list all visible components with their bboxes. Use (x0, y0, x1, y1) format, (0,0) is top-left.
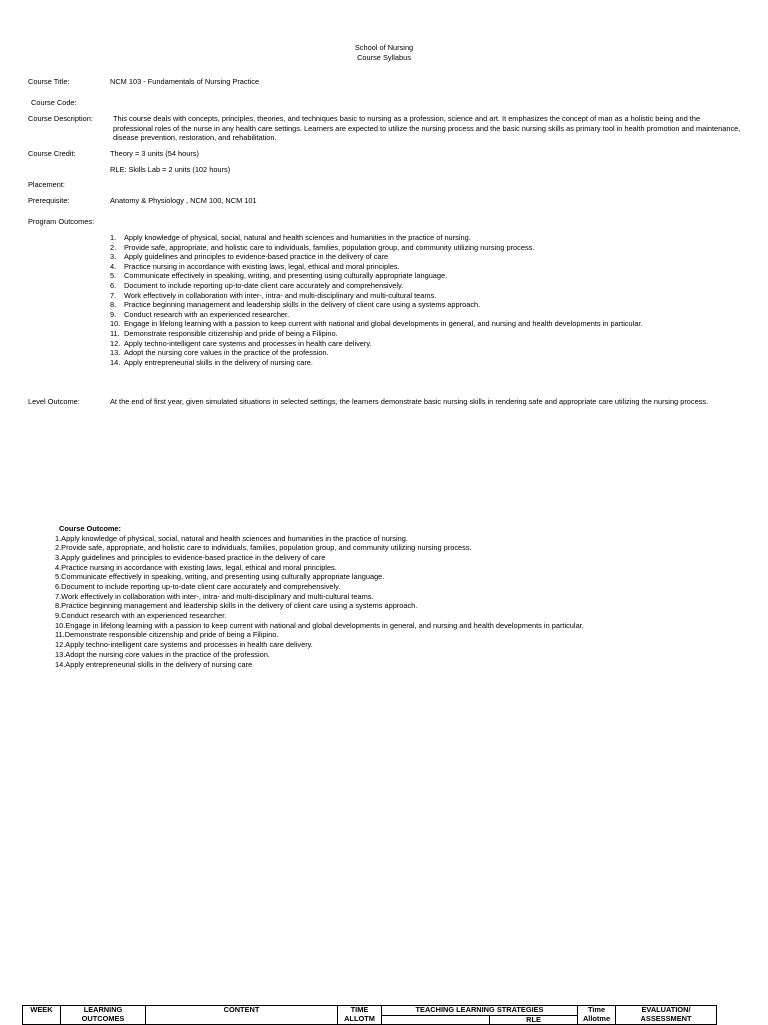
col-header-rle: RLE (490, 1015, 578, 1025)
list-item: 8.Practice beginning management and leadership skills in the delivery of client care using a systems approach. (55, 601, 418, 611)
list-item: 14.Apply entrepreneurial skills in the delivery of nursing care (55, 659, 253, 669)
col-header-time-allotment: TIME ALLOTM (338, 1006, 382, 1025)
course-description-label: Course Description: (28, 114, 93, 123)
col-header-content: CONTENT (146, 1006, 338, 1025)
col-header-week: WEEK (23, 1006, 61, 1025)
course-plan-table (22, 1005, 717, 1025)
course-credit-theory: Theory = 3 units (54 hours) (110, 149, 199, 158)
level-outcome-label: Level Outcome: (28, 397, 80, 406)
list-item: 5.Communicate effectively in speaking, writing, and presenting using culturally appropriate language. (55, 572, 385, 582)
school-name: School of Nursing (354, 43, 414, 52)
list-item: 10. Engage in lifelong learning with a passion to keep current with national and global developments in general, and nursing and health developments in particular. (110, 319, 643, 329)
list-item: 7.Work effectively in collaboration with inter-, intra- and multi-disciplinary and multi-cultural teams. (55, 591, 374, 601)
list-item: 4.Practice nursing in accordance with existing laws, legal, ethical and moral principles. (55, 562, 337, 572)
list-item: 8. Practice beginning management and leadership skills in the delivery of client care using a systems approach. (110, 300, 481, 310)
list-item: 11.Demonstrate responsible citizenship and pride of being a Filipino. (55, 630, 279, 640)
list-item: 9.Conduct research with an experienced researcher. (55, 611, 227, 621)
list-item: 13. Adopt the nursing core values in the practice of the profession. (110, 348, 329, 358)
list-item: 12.Apply techno-intelligent care systems and processes in health care delivery. (55, 640, 313, 650)
course-outcome-heading: Course Outcome: (59, 524, 122, 533)
col-header-teaching-learning-strategies: TEACHING LEARNING STRATEGIES (382, 1006, 578, 1016)
list-item: 14. Apply entrepreneurial skills in the delivery of nursing care. (110, 357, 313, 367)
list-item: 4. Practice nursing in accordance with existing laws, legal, ethical and moral principles. (110, 261, 400, 271)
program-outcomes-list (110, 233, 750, 367)
col-header-lecture (382, 1015, 490, 1025)
list-item: 11. Demonstrate responsible citizenship and pride of being a Filipino. (110, 328, 338, 338)
list-item: 6.Document to include reporting up-to-date client care accurately and comprehensively. (55, 582, 341, 592)
list-item: 1. Apply knowledge of physical, social, natural and health sciences and humanities in the practice of nursing. (110, 233, 471, 242)
course-credit-rle: RLE: Skills Lab = 2 units (102 hours) (110, 165, 231, 174)
col-header-evaluation: EVALUATION/ ASSESSMENT (616, 1006, 717, 1025)
course-code-label: Course Code: (31, 98, 77, 107)
list-item: 5. Communicate effectively in speaking, writing, and presenting using culturally appropriate language. (110, 271, 448, 281)
list-item: 13.Adopt the nursing core values in the practice of the profession. (55, 649, 270, 659)
course-title-label: Course Title: (28, 77, 70, 86)
course-outcome-section (55, 524, 735, 669)
list-item: 12. Apply techno-intelligent care systems and processes in health care delivery. (110, 338, 372, 348)
placement-label: Placement: (28, 180, 65, 189)
list-item: 3. Apply guidelines and principles to evidence-based practice in the delivery of care (110, 252, 389, 262)
prerequisite: Anatomy & Physiology , NCM 100, NCM 101 (110, 196, 257, 205)
program-outcomes-label: Program Outcomes: (28, 217, 95, 226)
list-item: 2.Provide safe, appropriate, and holistic care to individuals, families, population group, and community utilizing nursing process. (55, 543, 472, 553)
course-description: This course deals with concepts, principles, theories, and techniques basic to nursing as a profession, science and art. It emphasizes the concept of man as a holistic being and the professional roles of the nurse in any health care settings. Learners are expected to utilize the nursing process and the basic nursing skills as primary tool in health promotion and maintenance, disease prevention, restoration, and rehabilitation. (113, 114, 741, 143)
list-item: 7. Work effectively in collaboration with inter-, intra- and multi-disciplinary and multi-cultural teams. (110, 290, 437, 300)
prerequisite-label: Prerequisite: (28, 196, 70, 205)
list-item: 10.Engage in lifelong learning with a passion to keep current with national and global developments in general, and nursing and health developments in particular. (55, 620, 584, 630)
list-item: 9. Conduct research with an experienced researcher. (110, 309, 290, 319)
course-outcome-list (55, 534, 735, 670)
course-title: NCM 103 - Fundamentals of Nursing Practice (110, 77, 260, 86)
course-credit-label: Course Credit: (28, 149, 76, 158)
list-item: 1.Apply knowledge of physical, social, natural and health sciences and humanities in the practice of nursing. (55, 533, 408, 543)
list-item: 3.Apply guidelines and principles to evidence-based practice in the delivery of care (55, 552, 326, 562)
level-outcome: At the end of first year, given simulated situations in selected settings, the learners demonstrate basic nursing skills in rendering safe and appropriate care utilizing the nursing process. (110, 397, 709, 406)
document-type: Course Syllabus (357, 53, 411, 62)
col-header-time-allotment-2: Time Allotme (578, 1006, 616, 1025)
list-item: 6. Document to include reporting up-to-date client care accurately and comprehensively. (110, 280, 404, 290)
col-header-learning-outcomes: LEARNING OUTCOMES (61, 1006, 146, 1025)
list-item: 2. Provide safe, appropriate, and holistic care to individuals, families, population group, and community utilizing nursing process. (110, 242, 535, 252)
